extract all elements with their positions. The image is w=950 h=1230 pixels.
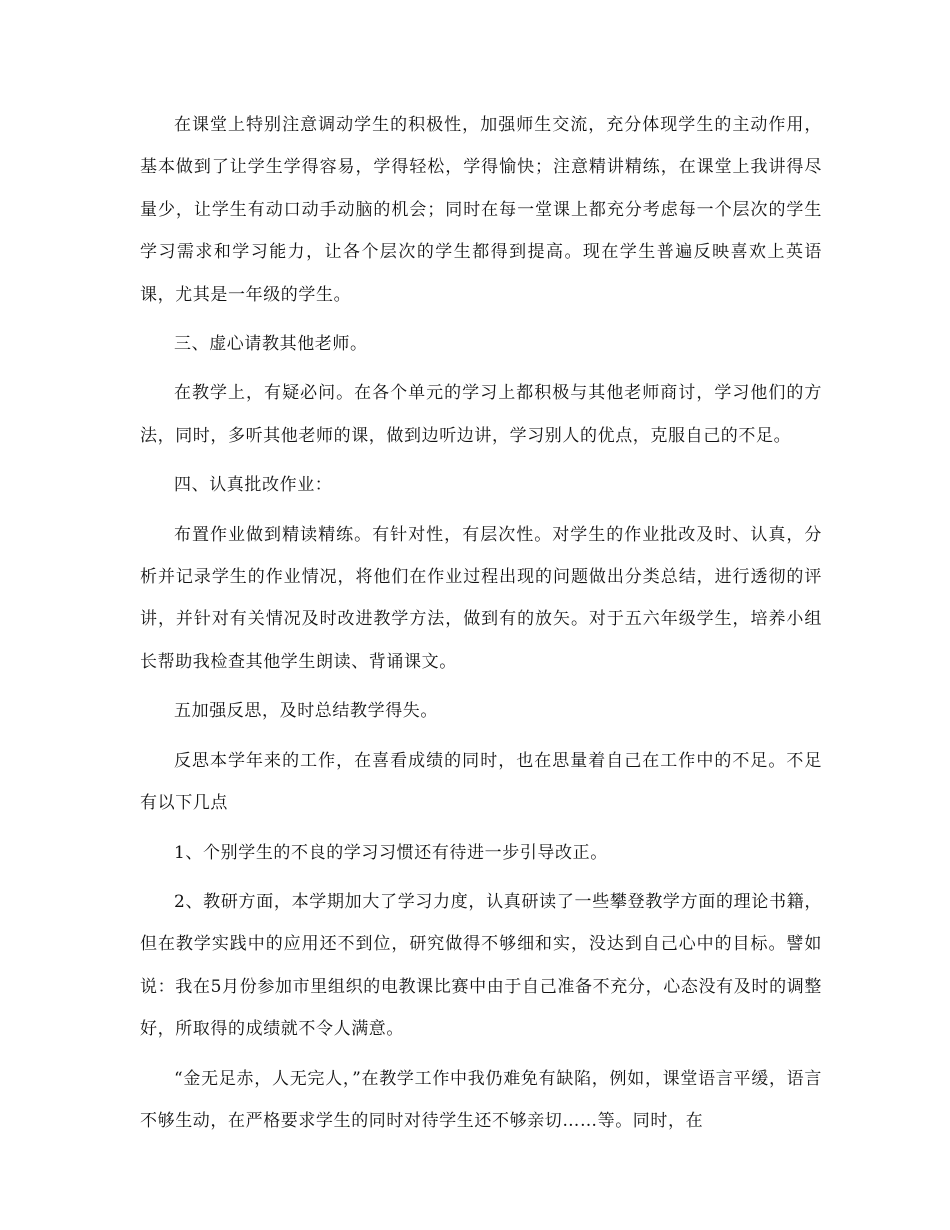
body-paragraph: 布置作业做到精读精练。有针对性，有层次性。对学生的作业批改及时、认真，分析并记录学生的作业情况，将他们在作业过程出现的问题做出分类总结，进行透彻的评讲，并针对有关情况及时改进教学方法，做到有的放矢。对于五六年级学生，培养小组长帮助我检查其他学生朗读、背诵课文。 bbox=[140, 524, 822, 672]
document-page bbox=[140, 104, 822, 1142]
section-heading: 五加强反思，及时总结教学得失。 bbox=[174, 701, 438, 722]
body-paragraph: 在教学上，有疑必问。在各个单元的学习上都积极与其他老师商讨，学习他们的方法，同时，多听其他老师的课，做到边听边讲，学习别人的优点，克服自己的不足。 bbox=[140, 383, 822, 446]
list-item: 1、个别学生的不良的学习习惯还有待进一步引导改正。 bbox=[174, 842, 608, 863]
body-paragraph: “金无足赤，人无完人，”在教学工作中我仍难免有缺陷，例如，课堂语言平缓，语言不够生动，在严格要求学生的同时对待学生还不够亲切……等。同时，在 bbox=[140, 1068, 822, 1131]
body-paragraph: 在课堂上特别注意调动学生的积极性，加强师生交流，充分体现学生的主动作用，基本做到了让学生学得容易，学得轻松，学得愉快；注意精讲精练，在课堂上我讲得尽量少，让学生有动口动手动脑的机会；同时在每一堂课上都充分考虑每一个层次的学生学习需求和学习能力，让各个层次的学生都得到提高。现在学生普遍反映喜欢上英语课，尤其是一年级的学生。 bbox=[140, 115, 822, 305]
section-heading: 三、虚心请教其他老师。 bbox=[174, 334, 368, 355]
body-paragraph: 反思本学年来的工作，在喜看成绩的同时，也在思量着自己在工作中的不足。不足有以下几点 bbox=[140, 750, 822, 814]
section-heading: 四、认真批改作业： bbox=[174, 475, 333, 496]
list-item: 2、教研方面，本学期加大了学习力度，认真研读了一些攀登教学方面的理论书籍，但在教学实践中的应用还不到位，研究做得不够细和实，没达到自己心中的目标。譬如说：我在5月份参加市里组织的电教课比赛中由于自己准备不充分，心态没有及时的调整好，所取得的成绩就不令人满意。 bbox=[140, 891, 822, 1040]
